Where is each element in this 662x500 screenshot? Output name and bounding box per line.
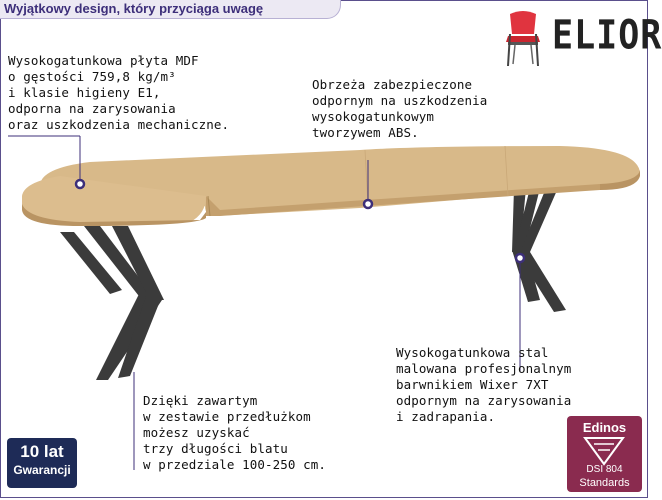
note-abs-edges: Obrzeża zabezpieczone odpornym na uszkodzenia wysokogatunkowym tworzywem ABS.	[312, 77, 488, 140]
note-steel-legs: Wysokogatunkowa stal malowana profesjonalnym barwnikiem Wixer 7XT odpornym na zarysowania i zadrapania.	[396, 345, 572, 424]
warranty-label: Gwarancji	[13, 463, 71, 477]
note-mdf-board: Wysokogatunkowa płyta MDF o gęstości 759,8 kg/m³ i klasie higieny E1, odporna na zarysowania oraz uszkodzenia mechaniczne.	[8, 53, 230, 132]
certificate-code: DSI 804	[586, 464, 623, 475]
shield-icon	[579, 436, 629, 466]
warranty-value: 10 lat	[20, 442, 64, 461]
table-leg-left	[60, 226, 164, 380]
certificate-label: Standards	[579, 477, 630, 489]
certifier-name: Edinos	[582, 420, 627, 435]
certification-badge	[567, 416, 642, 492]
page-title: Wyjątkowy design, który przyciąga uwagę	[4, 1, 264, 16]
brand-logo: ELIOR	[552, 13, 662, 59]
note-extensions: Dzięki zawartym w zestawie przedłużkom możesz uzyskać trzy długości blatu w przedziale 100-250 cm.	[143, 393, 327, 472]
warranty-badge	[7, 438, 77, 488]
